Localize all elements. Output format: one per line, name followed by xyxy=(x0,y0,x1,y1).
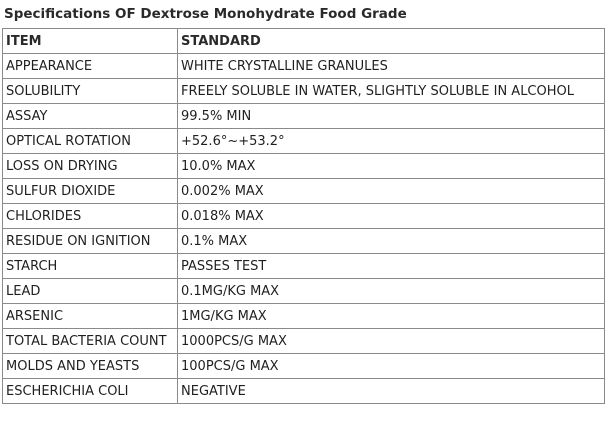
item-cell: STARCH xyxy=(3,254,178,279)
column-header-item: ITEM xyxy=(3,29,178,54)
standard-cell: NEGATIVE xyxy=(178,379,605,404)
table-row xyxy=(3,329,605,354)
standard-cell: 1MG/KG MAX xyxy=(178,304,605,329)
specifications-table xyxy=(2,28,605,404)
item-cell: MOLDS AND YEASTS xyxy=(3,354,178,379)
table-header-row xyxy=(3,29,605,54)
standard-cell: +52.6°~+53.2° xyxy=(178,129,605,154)
table-row xyxy=(3,254,605,279)
item-cell: ARSENIC xyxy=(3,304,178,329)
column-header-standard: STANDARD xyxy=(178,29,605,54)
item-cell: SULFUR DIOXIDE xyxy=(3,179,178,204)
item-cell: LOSS ON DRYING xyxy=(3,154,178,179)
table-row xyxy=(3,104,605,129)
table-row xyxy=(3,154,605,179)
table-row xyxy=(3,354,605,379)
document-title: Specifications OF Dextrose Monohydrate Food Grade xyxy=(4,6,407,22)
table-row xyxy=(3,279,605,304)
item-cell: CHLORIDES xyxy=(3,204,178,229)
table-row xyxy=(3,229,605,254)
table-row xyxy=(3,204,605,229)
item-cell: RESIDUE ON IGNITION xyxy=(3,229,178,254)
table-row xyxy=(3,129,605,154)
item-cell: TOTAL BACTERIA COUNT xyxy=(3,329,178,354)
item-cell: OPTICAL ROTATION xyxy=(3,129,178,154)
item-cell: SOLUBILITY xyxy=(3,79,178,104)
item-cell: APPEARANCE xyxy=(3,54,178,79)
table-row xyxy=(3,179,605,204)
table-row xyxy=(3,379,605,404)
standard-cell: 99.5% MIN xyxy=(178,104,605,129)
standard-cell: 10.0% MAX xyxy=(178,154,605,179)
table-row xyxy=(3,79,605,104)
standard-cell: 1000PCS/G MAX xyxy=(178,329,605,354)
table-row xyxy=(3,54,605,79)
standard-cell: 0.002% MAX xyxy=(178,179,605,204)
standard-cell: 100PCS/G MAX xyxy=(178,354,605,379)
standard-cell: FREELY SOLUBLE IN WATER, SLIGHTLY SOLUBLE IN ALCOHOL xyxy=(178,79,605,104)
standard-cell: 0.1MG/KG MAX xyxy=(178,279,605,304)
item-cell: ESCHERICHIA COLI xyxy=(3,379,178,404)
standard-cell: WHITE CRYSTALLINE GRANULES xyxy=(178,54,605,79)
table-row xyxy=(3,304,605,329)
standard-cell: 0.1% MAX xyxy=(178,229,605,254)
item-cell: ASSAY xyxy=(3,104,178,129)
standard-cell: PASSES TEST xyxy=(178,254,605,279)
item-cell: LEAD xyxy=(3,279,178,304)
standard-cell: 0.018% MAX xyxy=(178,204,605,229)
